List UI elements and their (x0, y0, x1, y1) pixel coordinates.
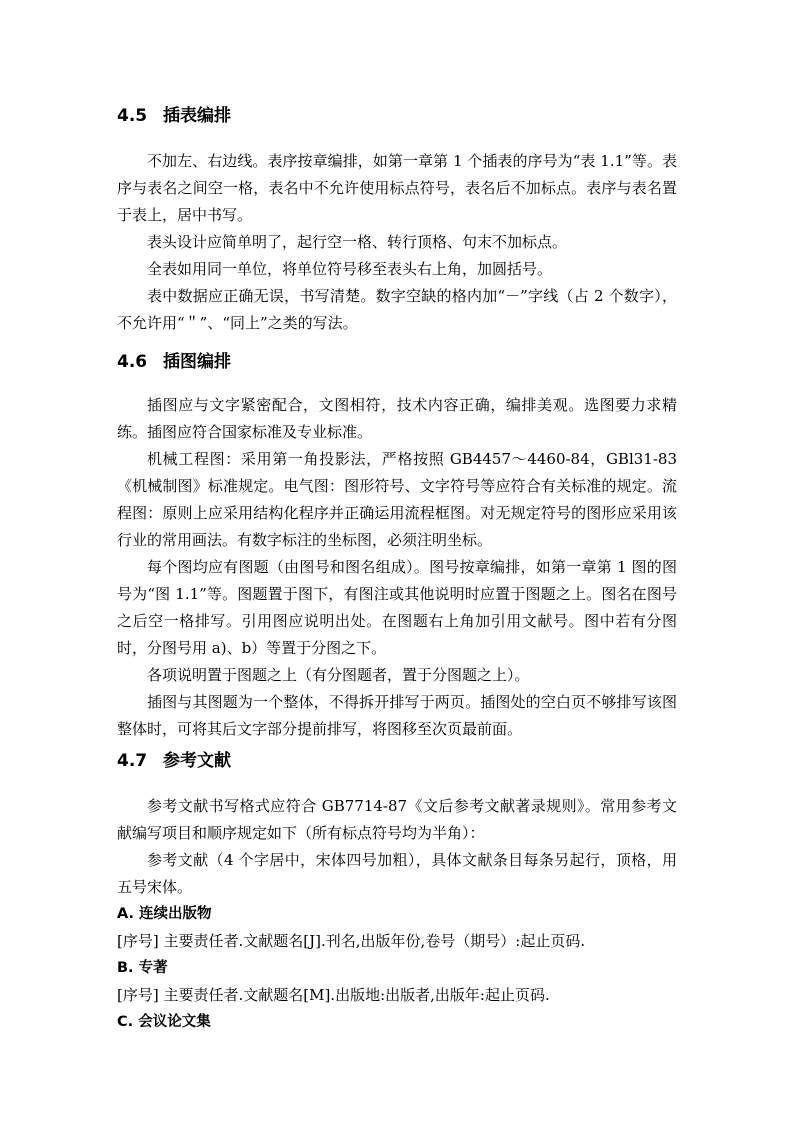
section-title: 插图编排 (163, 352, 231, 372)
reference-type-a-title: A. 连续出版物 (117, 906, 212, 922)
reference-format-a: [序号] 主要责任者.文献题名[J].刊名,出版年份,卷号（期号）:起止页码. (117, 932, 586, 950)
section-body-4-5 (117, 148, 677, 337)
section-heading-4-6 (117, 351, 677, 373)
paragraph: 参考文献书写格式应符合 GB7714-87《文后参考文献著录规则》。常用参考文献编写项目和顺序规定如下（所有标点符号均为半角）： (117, 797, 677, 842)
section-number: 4.5 (117, 106, 148, 126)
paragraph: 每个图均应有图题（由图号和图名组成）。图号按章编排，如第一章第 1 图的图号为“图 1.1”等。图题置于图下，有图注或其他说明时应置于图题之上。图名在图号之后空一格排写。引用图应说明出处。在图题右上角加引用文献号。图中若有分图时，分图号用 a)、b）等置于分图之下。 (117, 558, 677, 657)
paragraph: 全表如用同一单位，将单位符号移至表头右上角，加圆括号。 (147, 260, 553, 278)
section-heading-4-5 (117, 105, 677, 127)
paragraph: 不加左、右边线。表序按章编排，如第一章第 1 个插表的序号为“表 1.1”等。表序与表名之间空一格，表名中不允许使用标点符号，表名后不加标点。表序与表名置于表上，居中书写。 (117, 152, 677, 224)
reference-type-c-title: C. 会议论文集 (117, 1014, 211, 1030)
paragraph: 表中数据应正确无误，书写清楚。数字空缺的格内加“－”字线（占 2 个数字），不允许用“＂”、“同上”之类的写法。 (117, 287, 677, 332)
section-title: 插表编排 (163, 106, 231, 126)
section-heading-4-7 (117, 750, 677, 772)
section-number: 4.6 (117, 352, 148, 372)
paragraph: 参考文献（4 个字居中，宋体四号加粗），具体文献条目每条另起行，顶格，用五号宋体。 (117, 851, 677, 896)
paragraph: 机械工程图：采用第一角投影法，严格按照 GB4457～4460-84，GBl31-83《机械制图》标准规定。电气图：图形符号、文字符号等应符合有关标准的规定。流程图：原则上应采用结构化程序并正确运用流程框图。对无规定符号的图形应采用该行业的常用画法。有数字标注的坐标图，必须注明坐标。 (117, 450, 677, 549)
reference-format-b: [序号] 主要责任者.文献题名[M].出版地:出版者,出版年:起止页码. (117, 986, 550, 1004)
paragraph: 插图与其图题为一个整体，不得拆开排写于两页。插图处的空白页不够排写该图整体时，可将其后文字部分提前排写，将图移至次页最前面。 (117, 693, 677, 738)
section-body-4-7 (117, 793, 677, 1036)
paragraph: 表头设计应简单明了，起行空一格、转行顶格、句末不加标点。 (147, 233, 568, 251)
paragraph: 各项说明置于图题之上（有分图题者，置于分图题之上）。 (147, 666, 530, 684)
paragraph: 插图应与文字紧密配合，文图相符，技术内容正确，编排美观。选图要力求精练。插图应符合国家标准及专业标准。 (117, 396, 677, 441)
section-number: 4.7 (117, 751, 148, 771)
reference-type-b-title: B. 专著 (117, 960, 168, 976)
section-body-4-6 (117, 392, 677, 743)
section-title: 参考文献 (163, 751, 231, 771)
